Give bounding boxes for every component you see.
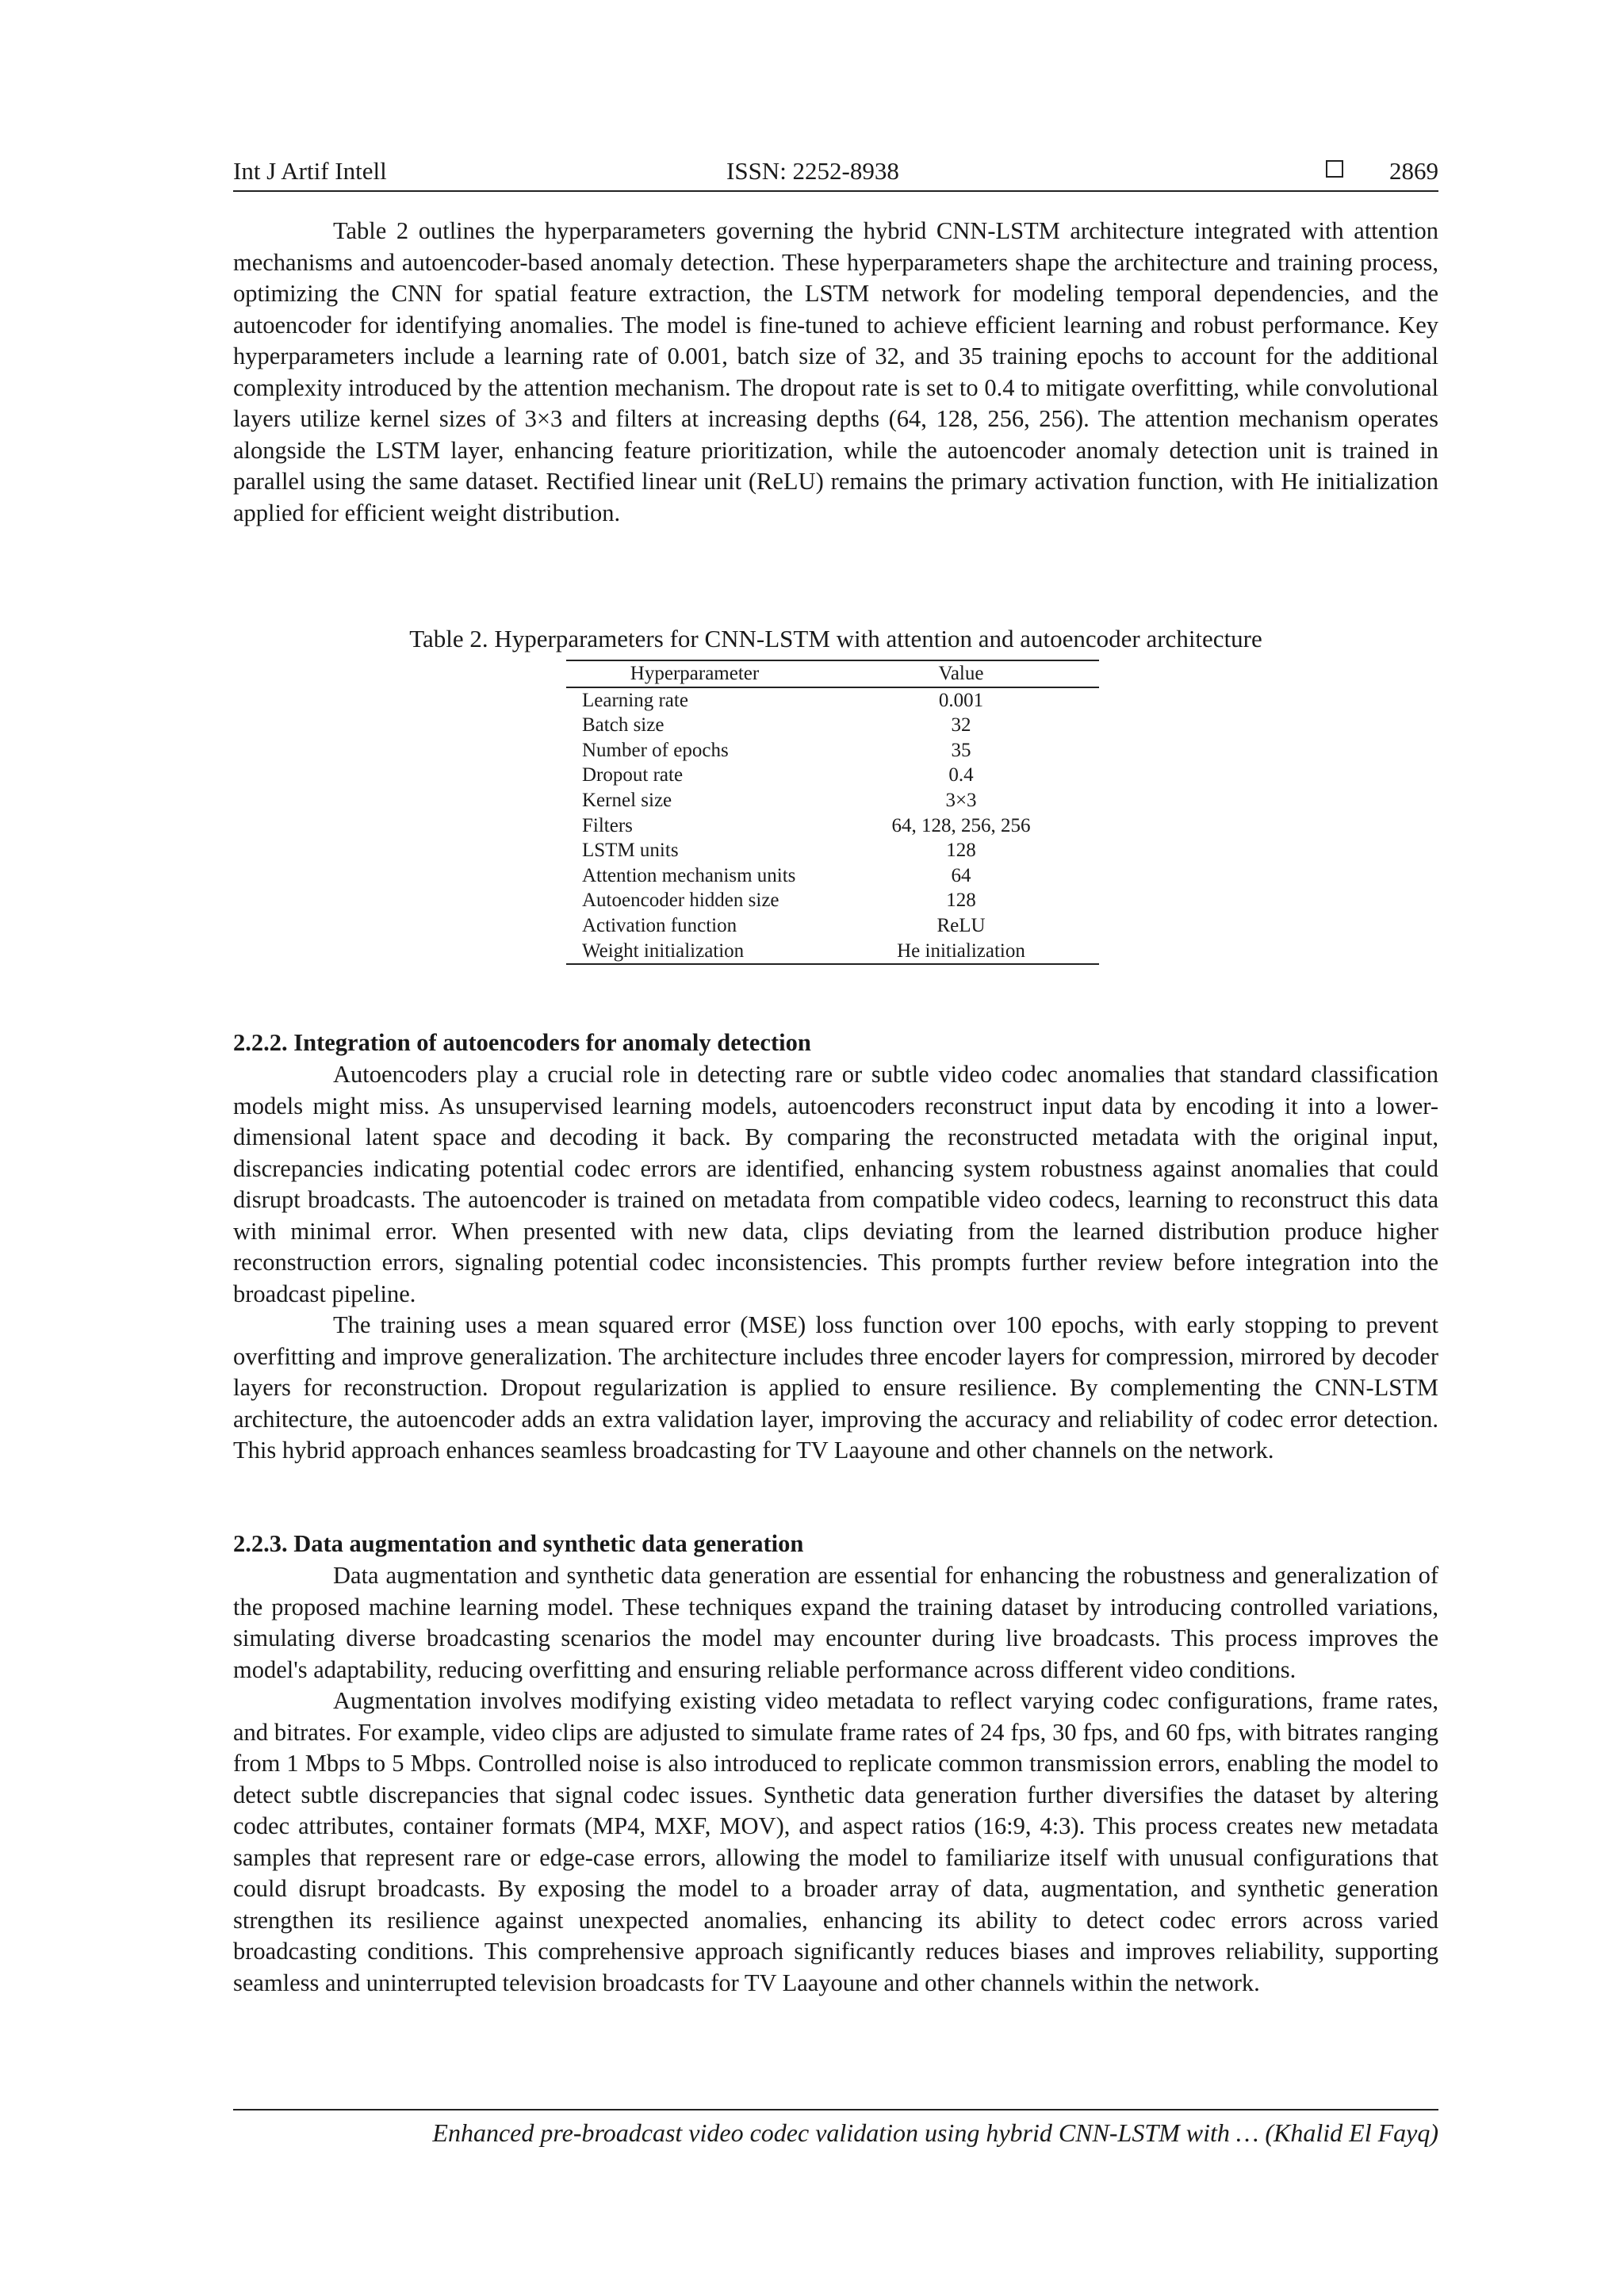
column-header-hyperparameter: Hyperparameter <box>630 663 760 684</box>
table-caption: Table 2. Hyperparameters for CNN-LSTM with attention and autoencoder architecture <box>409 625 1262 652</box>
table-cell-value: 35 <box>951 739 971 761</box>
table-row <box>566 939 1099 965</box>
table-row <box>566 863 1099 889</box>
table-cell-hyperparameter: Filters <box>582 814 633 836</box>
table-row <box>566 763 1099 788</box>
table-row <box>566 813 1099 839</box>
section-2-2-2-body <box>233 1059 1438 1467</box>
column-header-value: Value <box>938 663 984 684</box>
running-footer: Enhanced pre-broadcast video codec validation using hybrid CNN-LSTM with … (Khalid El Fayq) <box>233 2109 1438 2148</box>
table-row <box>566 838 1099 863</box>
journal-name: Int J Artif Intell <box>233 157 387 185</box>
checkbox-square-icon <box>1326 160 1343 178</box>
section-2-2-3-paragraph-1: Data augmentation and synthetic data generation are essential for enhancing the robustness and generalization of the proposed machine learning model. These techniques expand the training dataset by introducing controlled variations, simulating diverse broadcasting scenarios the model may encounter during live broadcasts. This process improves the model's adaptability, reducing overfitting and ensuring reliable performance across different video conditions. <box>233 1562 1438 1683</box>
table-cell-value: He initialization <box>897 939 1025 962</box>
table-row <box>566 888 1099 913</box>
table-cell-hyperparameter: Weight initialization <box>582 939 745 962</box>
table-row <box>566 788 1099 813</box>
issn-label: ISSN: 2252-8938 <box>726 157 899 185</box>
table-cell-hyperparameter: Activation function <box>582 914 737 936</box>
table-cell-hyperparameter: Kernel size <box>582 789 672 811</box>
table-cell-hyperparameter: LSTM units <box>582 840 679 862</box>
running-header <box>233 155 1438 192</box>
table-cell-value: 128 <box>946 840 976 862</box>
table-header-row <box>566 660 1099 687</box>
section-2-2-3-paragraph-2: Augmentation involves modifying existing video metadata to reflect varying codec configurations, frame rates, and bitrates. For example, video clips are adjusted to simulate frame rates of 24 fps, 30 fps, and 60 fps, with bitrates ranging from 1 Mbps to 5 Mbps. Controlled noise is also introduced to replicate common transmission errors, enabling the model to detect subtle discrepancies that signal codec issues. Synthetic data generation further diversifies the dataset by altering codec attributes, container formats (MP4, MXF, MOV), and aspect ratios (16:9, 4:3). This process creates new metadata samples that represent rare or edge-case errors, allowing the model to familiarize itself with unusual configurations that could disrupt broadcasts. By exposing the model to a broader array of data, augmentation, and synthetic generation strengthen its resilience against unexpected anomalies, enhancing its ability to detect codec errors across varied broadcasting conditions. This comprehensive approach significantly reduces biases and improves reliability, supporting seamless and uninterrupted television broadcasts for TV Laayoune and other channels within the network. <box>233 1687 1438 1996</box>
hyperparameter-table <box>566 660 1099 965</box>
intro-paragraph: Table 2 outlines the hyperparameters governing the hybrid CNN-LSTM architecture integrated with attention mechanisms and autoencoder-based anomaly detection. These hyperparameters shape the architecture and training process, optimizing the CNN for spatial feature extraction, the LSTM network for modeling temporal dependencies, and the autoencoder for identifying anomalies. The model is fine-tuned to achieve efficient learning and robust performance. Key hyperparameters include a learning rate of 0.001, batch size of 32, and 35 training epochs to account for the additional complexity introduced by the attention mechanism. The dropout rate is set to 0.4 to mitigate overfitting, while convolutional layers utilize kernel sizes of 3×3 and filters at increasing depths (64, 128, 256, 256). The attention mechanism operates alongside the LSTM layer, enhancing feature prioritization, while the autoencoder anomaly detection unit is trained in parallel using the same dataset. Rectified linear unit (ReLU) remains the primary activation function, with He initialization applied for efficient weight distribution. <box>233 217 1438 526</box>
table-cell-value: 0.001 <box>938 689 984 711</box>
intro-section <box>233 216 1438 529</box>
table-row <box>566 738 1099 763</box>
table-cell-value: 32 <box>951 714 971 737</box>
section-heading-2-2-3: 2.2.3. Data augmentation and synthetic data generation <box>233 1530 804 1557</box>
table-cell-hyperparameter: Batch size <box>582 714 665 737</box>
table-cell-hyperparameter: Dropout rate <box>582 764 684 786</box>
table-cell-value: ReLU <box>936 914 986 936</box>
table-cell-hyperparameter: Autoencoder hidden size <box>582 890 779 912</box>
section-2-2-2-paragraph-1: Autoencoders play a crucial role in detecting rare or subtle video codec anomalies that standard classification models might miss. As unsupervised learning models, autoencoders reconstruct input data by encoding it into a lower-dimensional latent space and decoding it back. By comparing the reconstructed metadata with the original input, discrepancies indicating potential codec errors are identified, enhancing system robustness against anomalies that could disrupt broadcasts. The autoencoder is trained on metadata from compatible video codecs, learning to reconstruct this data with minimal error. When presented with new data, clips deviating from the learned distribution produce higher reconstruction errors, signaling potential codec inconsistencies. This prompts further review before integration into the broadcast pipeline. <box>233 1061 1438 1307</box>
table-cell-hyperparameter: Learning rate <box>582 689 688 711</box>
table-cell-value: 64 <box>951 864 971 886</box>
table-cell-hyperparameter: Attention mechanism units <box>582 864 796 886</box>
table-cell-value: 64, 128, 256, 256 <box>891 814 1031 836</box>
table-cell-value: 128 <box>946 890 976 912</box>
section-2-2-3-body <box>233 1560 1438 1999</box>
table-row <box>566 913 1099 939</box>
table-cell-value: 0.4 <box>948 764 974 786</box>
table-row <box>566 687 1099 714</box>
table-row <box>566 713 1099 738</box>
section-2-2-2-paragraph-2: The training uses a mean squared error (MSE) loss function over 100 epochs, with early stopping to prevent overfitting and improve generalization. The architecture includes three encoder layers for compression, mirrored by decoder layers for reconstruction. Dropout regularization is applied to ensure resilience. By complementing the CNN-LSTM architecture, the autoencoder adds an extra validation layer, improving the accuracy and reliability of codec error detection. This hybrid approach enhances seamless broadcasting for TV Laayoune and other channels on the network. <box>233 1311 1438 1464</box>
table-cell-hyperparameter: Number of epochs <box>582 739 729 761</box>
table-cell-value: 3×3 <box>945 789 977 811</box>
section-heading-2-2-2: 2.2.2. Integration of autoencoders for anomaly detection <box>233 1029 811 1056</box>
page-number: 2869 <box>1389 157 1438 185</box>
